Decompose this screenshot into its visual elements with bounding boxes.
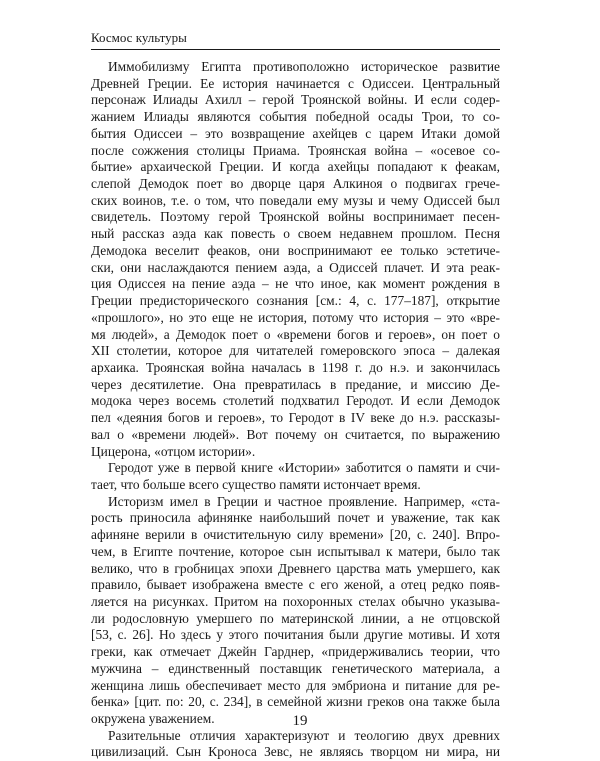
text-line: бытие» архаической Греции. И когда ахейцы попадают к феакам, (91, 159, 500, 175)
text-line: Разительные отличия характеризуют и теологию двух древних (108, 727, 500, 743)
text-line: Историзм имел в Греции и частное проявление. Например, «ста- (108, 493, 500, 509)
text-line: [53, с. 26]. Но здесь у этого почитания были другие мотивы. И хотя (91, 627, 500, 643)
text-line: модока через восемь столетий подхватил Геродот. И если Демодок (91, 393, 500, 409)
text-line: велико, что в гробницах эпохи Древнего царства мать умершего, как (91, 560, 500, 576)
page-number: 19 (292, 713, 308, 729)
text-line: женщина лишь обеспечивает место для эмбриона и питание для ре- (91, 677, 500, 693)
text-line: XII столетии, которое для читателей гомеровского эпоса – далекая (91, 343, 500, 359)
text-line: окружена уважением. (91, 711, 215, 727)
text-line: ски, они наслаждаются пением аэда, а Одиссей плачет. И эта реак- (91, 259, 500, 275)
text-line: архаика. Троянская война началась в 1198 г. до н.э. и закончилась (91, 359, 500, 375)
text-line: греки, как отмечает Джейн Гарднер, «придерживались теории, что (91, 644, 500, 660)
text-line: ный рассказ аэда как повесть о своем недавнем прошлом. Песня (91, 226, 500, 242)
text-line: цивилизаций. Сын Кроноса Зевс, не являясь творцом ни мира, ни (91, 744, 500, 760)
text-line: ляется на рисунках. Притом на похоронных стелах обычно указыва- (91, 594, 500, 609)
text-line: мя людей», а Демодок поет о «времени богов и героев», он поет о (91, 326, 500, 342)
text-line: ли родословную умершего по материнской линии, а не отцовской (91, 610, 500, 626)
text-line: афиняне верили в очистительную силу времени» [20, с. 240]. Впро- (91, 527, 500, 543)
text-line: ция Одиссея на пение аэда – не что иное, как момент рождения в (91, 276, 500, 292)
body-text (91, 59, 500, 761)
text-line: рость приносила афинянке наибольший почет и уважение, так как (91, 510, 500, 526)
text-line: после сожжения столицы Приама. Троянская война – «осевое со- (91, 142, 500, 158)
text-line: Демодока веселит феаков, они воспринимают ее только эстетиче- (91, 242, 500, 258)
text-line: «прошлого», но это еще не история, потому что история – это «вре- (91, 309, 500, 325)
text-line: через десятилетие. Она превратилась в предание, и миссию Де- (91, 376, 500, 392)
text-line: бенка» [цит. по: 20, с. 234], в семейной жизни греков она также была (91, 694, 500, 710)
text-line: ских воинов, т.е. о том, что поведали ему музы и чему Одиссей был (91, 192, 500, 208)
text-line: вал о «времени людей». Вот почему он считается, по выражению (91, 426, 500, 442)
header-rule (91, 49, 500, 50)
text-line: бытия Одиссеи – это возвращение ахейцев с царем Итаки домой (91, 125, 500, 141)
text-line: чем, в Египте почтение, которое сын испытывал к матери, было так (91, 543, 500, 559)
text-line: слепой Демодок поет во дворце царя Алкиноя о подвигах грече- (91, 176, 500, 192)
text-line: Иммобилизму Египта противоположно историческое развитие (108, 59, 500, 74)
text-line: мужчина – единственный поставщик генетического материала, а (91, 660, 500, 676)
text-line: Цицерона, «отцом истории». (91, 443, 256, 459)
text-line: Греции предисторического сознания [см.: 4, с. 177–187], открытие (91, 293, 500, 309)
text-line: жанием Илиады являются события победной осады Трои, то со- (91, 109, 500, 125)
text-line: тает, что больше всего существо памяти истончает время. (91, 476, 421, 492)
text-line: правило, бывает изображена вместе с его женой, а отец редко появ- (91, 577, 500, 593)
text-line: пел «деяния богов и героев», то Геродот в IV веке до н.э. рассказы- (91, 410, 500, 426)
running-title: Космос культуры (91, 30, 187, 45)
text-line: свидетель. Поэтому герой Троянской войны воспринимает песен- (91, 209, 500, 225)
text-line: персонаж Илиады Ахилл – герой Троянской войны. И если содер- (91, 92, 500, 108)
text-line: Геродот уже в первой книге «Истории» заботится о памяти и счи- (108, 460, 500, 476)
text-line: Древней Греции. Ее история начинается с Одиссеи. Центральный (91, 75, 500, 91)
